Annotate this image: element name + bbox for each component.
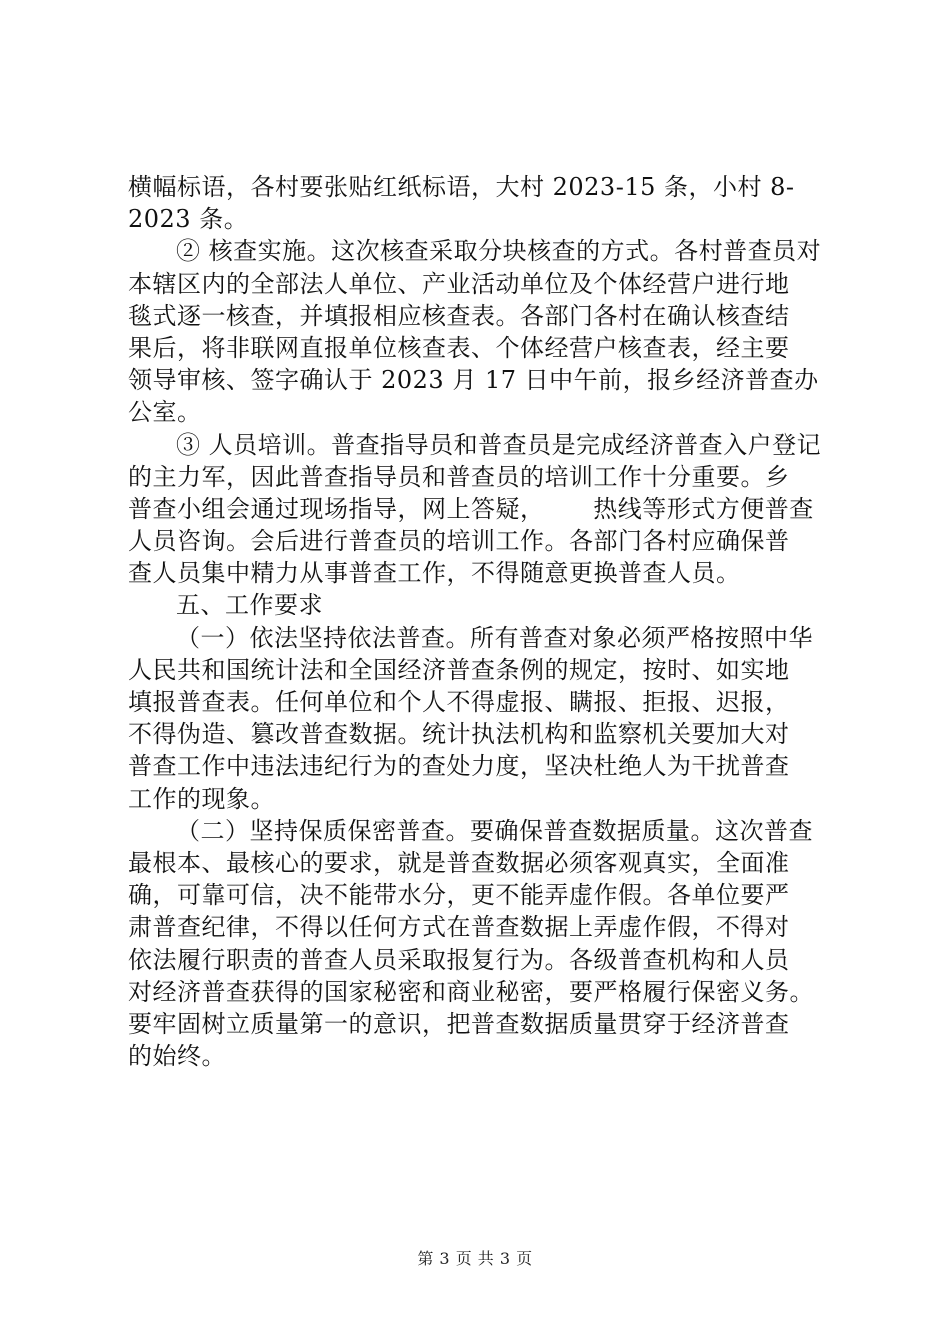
text-line: 要牢固树立质量第一的意识，把普查数据质量贯穿于经济普查 <box>128 1009 790 1038</box>
text-line: 本辖区内的全部法人单位、产业活动单位及个体经营户进行地 <box>128 269 790 298</box>
text-line: 2023 条。 <box>128 205 249 234</box>
text-line: 果后，将非联网直报单位核查表、个体经营户核查表，经主要 <box>128 333 790 362</box>
text-line: ③ 人员培训。普查指导员和普查员是完成经济普查入户登记 <box>176 430 822 459</box>
section-heading: 五、工作要求 <box>176 591 323 620</box>
text-line: 的始终。 <box>128 1042 226 1071</box>
text-line: 领导审核、签字确认于 2023 月 17 日中午前，报乡经济普查办 <box>128 366 819 395</box>
text-line: 普查小组会通过现场指导，网上答疑， 热线等形式方便普查 <box>128 494 814 523</box>
page-number: 第 3 页 共 3 页 <box>417 1249 533 1268</box>
page-footer <box>0 1246 950 1269</box>
document-body <box>128 171 828 1072</box>
text-line: 最根本、最核心的要求，就是普查数据必须客观真实，全面准 <box>128 848 790 877</box>
text-line: 依法履行职责的普查人员采取报复行为。各级普查机构和人员 <box>128 945 790 974</box>
text-line: 公室。 <box>128 398 202 427</box>
text-line: 肃普查纪律，不得以任何方式在普查数据上弄虚作假，不得对 <box>128 913 790 942</box>
text-line: 确，可靠可信，决不能带水分，更不能弄虚作假。各单位要严 <box>128 881 790 910</box>
text-line: 横幅标语，各村要张贴红纸标语，大村 2023-15 条，小村 8- <box>128 173 795 201</box>
text-line: （一）依法坚持依法普查。所有普查对象必须严格按照中华 <box>176 623 813 652</box>
text-line: 对经济普查获得的国家秘密和商业秘密，要严格履行保密义务。 <box>128 977 814 1006</box>
text-line: 的主力军，因此普查指导员和普查员的培训工作十分重要。乡 <box>128 462 790 491</box>
text-line: 人员咨询。会后进行普查员的培训工作。各部门各村应确保普 <box>128 527 790 556</box>
text-line: ② 核查实施。这次核查采取分块核查的方式。各村普查员对 <box>176 237 822 266</box>
text-line: （二）坚持保质保密普查。要确保普查数据质量。这次普查 <box>176 816 813 845</box>
text-line: 普查工作中违法违纪行为的查处力度，坚决杜绝人为干扰普查 <box>128 752 790 781</box>
text-line: 填报普查表。任何单位和个人不得虚报、瞒报、拒报、迟报， <box>128 688 790 716</box>
text-line: 不得伪造、篡改普查数据。统计执法机构和监察机关要加大对 <box>128 720 790 749</box>
text-line: 查人员集中精力从事普查工作，不得随意更换普查人员。 <box>128 559 741 588</box>
text-line: 毯式逐一核查，并填报相应核查表。各部门各村在确认核查结 <box>128 301 790 330</box>
text-line: 工作的现象。 <box>128 784 275 813</box>
text-line: 人民共和国统计法和全国经济普查条例的规定，按时、如实地 <box>128 655 790 684</box>
